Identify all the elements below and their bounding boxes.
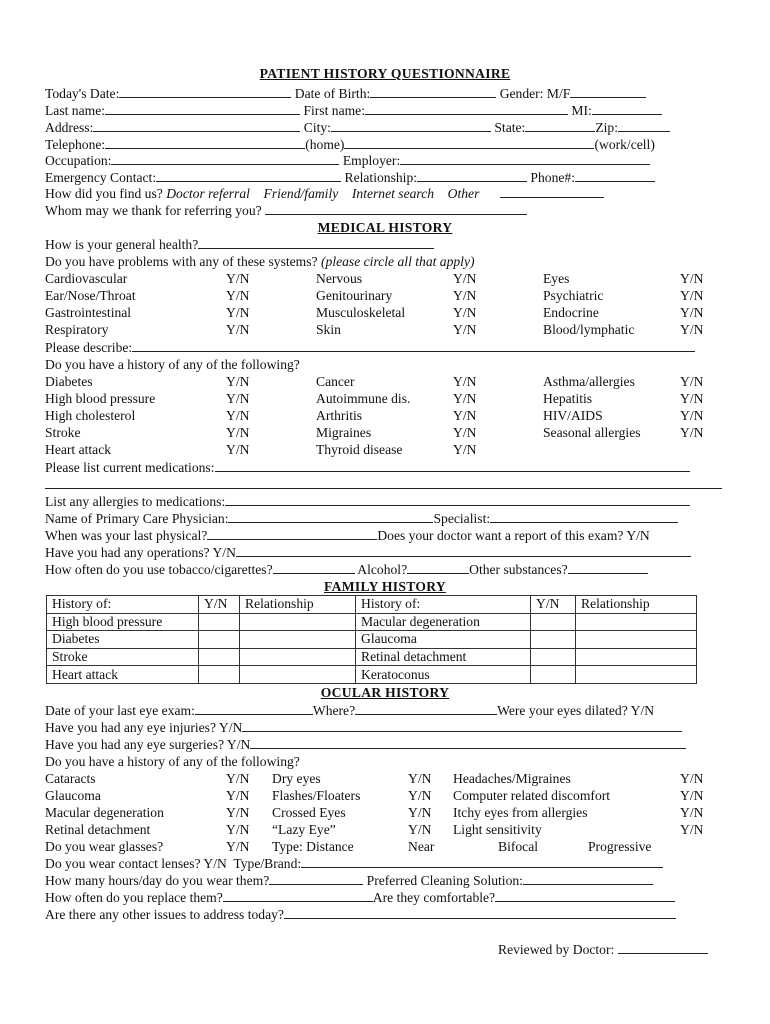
label: Preferred Cleaning Solution:: [366, 873, 523, 888]
system-row: [45, 287, 725, 304]
yn-option[interactable]: Y/N: [680, 425, 704, 441]
yn-option[interactable]: Y/N: [680, 822, 704, 838]
operations-field[interactable]: [236, 544, 691, 557]
condition-label: Headaches/Migraines: [453, 771, 571, 786]
condition-label: Cataracts: [45, 771, 96, 786]
table-row: [47, 666, 697, 684]
yn-option[interactable]: Y/N: [680, 305, 704, 321]
row-reviewed: [498, 941, 708, 958]
option-progressive[interactable]: Progressive: [588, 839, 652, 854]
label: Occupation:: [45, 153, 112, 168]
label: Are they comfortable?: [372, 890, 496, 905]
label: Employer:: [342, 153, 401, 168]
emergency-contact-field[interactable]: [156, 169, 341, 182]
label: Whom may we thank for referring you?: [45, 203, 262, 218]
history-of-cell: Stroke: [47, 648, 199, 666]
label: Do you wear contact lenses? Y/N: [45, 856, 227, 871]
entry-cell[interactable]: [199, 631, 240, 649]
condition-label: Thyroid disease: [316, 442, 403, 458]
row-hours: [45, 872, 653, 889]
condition-label: Light sensitivity: [453, 822, 542, 838]
condition-label: Dry eyes: [272, 771, 321, 786]
condition-label: Gastrointestinal: [45, 305, 132, 321]
condition-label: Endocrine: [543, 305, 599, 321]
label: How often do you use tobacco/cigarettes?: [45, 562, 273, 577]
medications-field[interactable]: [215, 459, 690, 472]
entry-cell[interactable]: [240, 631, 356, 649]
label: How is your general health?: [45, 237, 199, 252]
condition-row: [45, 373, 725, 390]
entry-cell[interactable]: [240, 666, 356, 684]
general-health-field[interactable]: [198, 236, 434, 249]
zip-field[interactable]: [618, 119, 670, 132]
where-field[interactable]: [355, 702, 497, 715]
yn-option[interactable]: Y/N: [408, 771, 432, 786]
label: Please list current medications:: [45, 460, 215, 475]
header-cell: Relationship: [576, 596, 697, 614]
condition-label: HIV/AIDS: [543, 408, 603, 424]
yn-option[interactable]: Y/N: [226, 839, 250, 854]
pcp-field[interactable]: [228, 510, 433, 523]
state-field[interactable]: [525, 119, 595, 132]
other-issues-field[interactable]: [284, 906, 676, 919]
condition-label: Arthritis: [316, 408, 363, 424]
family-history-table: [46, 595, 697, 684]
label: Last name:: [45, 103, 106, 118]
relationship-field[interactable]: [417, 169, 527, 182]
label: Relationship:: [344, 170, 418, 185]
label: Does your doctor want a report of this exam? Y/N: [377, 528, 650, 543]
address-field[interactable]: [93, 119, 300, 132]
home-phone-field[interactable]: [105, 136, 305, 149]
option-internet-search[interactable]: Internet search: [351, 186, 435, 201]
other-field[interactable]: [500, 185, 604, 198]
todays-date-field[interactable]: [119, 85, 291, 98]
yn-option[interactable]: Y/N: [680, 788, 704, 804]
label: (work/cell): [594, 137, 655, 152]
entry-cell[interactable]: [576, 613, 697, 631]
last-exam-field[interactable]: [195, 702, 313, 715]
yn-option[interactable]: Y/N: [226, 391, 250, 407]
yn-option[interactable]: Y/N: [680, 271, 704, 286]
yn-option[interactable]: Y/N: [453, 271, 477, 286]
condition-label: Migraines: [316, 425, 372, 441]
yn-option[interactable]: Y/N: [453, 288, 477, 304]
condition-row: [45, 441, 725, 458]
yn-option[interactable]: Y/N: [453, 425, 477, 441]
history-of-cell: Retinal detachment: [356, 648, 531, 666]
label: Are there any other issues to address today?: [45, 907, 284, 922]
row-medications-2: [45, 476, 722, 493]
condition-label: Hepatitis: [543, 391, 593, 407]
condition-label: Nervous: [316, 271, 363, 286]
row-telephone: [45, 136, 655, 153]
yn-option[interactable]: Y/N: [680, 771, 704, 786]
row-occupation: [45, 152, 650, 169]
label: Date of Birth:: [294, 86, 371, 101]
yn-option[interactable]: Y/N: [226, 771, 250, 786]
condition-label: Crossed Eyes: [272, 805, 346, 821]
medications-field-2[interactable]: [45, 476, 722, 489]
surgeries-field[interactable]: [250, 736, 686, 749]
entry-cell[interactable]: [531, 666, 576, 684]
specialist-field[interactable]: [490, 510, 678, 523]
row-ocular-history-q: [45, 753, 300, 770]
entry-cell[interactable]: [576, 648, 697, 666]
mi-field[interactable]: [592, 102, 662, 115]
entry-cell[interactable]: [199, 613, 240, 631]
note: (please circle all that apply): [321, 254, 475, 269]
label: Other substances?: [469, 562, 568, 577]
row-contacts: [45, 855, 663, 872]
yn-option[interactable]: Y/N: [226, 425, 250, 441]
yn-option[interactable]: Y/N: [453, 374, 477, 389]
replace-field[interactable]: [223, 889, 373, 902]
label: Were your eyes dilated? Y/N: [497, 703, 655, 718]
row-allergies: [45, 493, 690, 510]
row-medications: [45, 459, 690, 476]
condition-label: High blood pressure: [45, 391, 156, 407]
row-address: [45, 119, 670, 136]
option-bifocal[interactable]: Bifocal: [498, 839, 539, 854]
system-row: [45, 321, 725, 338]
entry-cell[interactable]: [199, 666, 240, 684]
reviewed-field[interactable]: [618, 941, 708, 954]
comfortable-field[interactable]: [495, 889, 675, 902]
row-physical: [45, 527, 650, 544]
option-other[interactable]: Other: [447, 186, 480, 201]
entry-cell[interactable]: [531, 648, 576, 666]
label: Reviewed by Doctor:: [498, 942, 615, 957]
condition-label: Eyes: [543, 271, 570, 286]
label: How many hours/day do you wear them?: [45, 873, 270, 888]
condition-label: Glaucoma: [45, 788, 101, 804]
condition-label: Musculoskeletal: [316, 305, 406, 321]
hours-field[interactable]: [269, 872, 363, 885]
condition-label: Heart attack: [45, 442, 112, 458]
yn-option[interactable]: Y/N: [453, 322, 477, 338]
yn-option[interactable]: Y/N: [453, 391, 477, 407]
row-replace: [45, 889, 675, 906]
yn-option[interactable]: Y/N: [453, 305, 477, 321]
row-operations: [45, 544, 691, 561]
condition-label: Retinal detachment: [45, 822, 151, 838]
yn-option[interactable]: Y/N: [680, 805, 704, 821]
label: Zip:: [595, 120, 618, 135]
form-title: PATIENT HISTORY QUESTIONNAIRE: [259, 66, 511, 81]
label: City:: [303, 120, 331, 135]
option-doctor-referral[interactable]: Doctor referral: [166, 186, 250, 201]
yn-option[interactable]: Y/N: [226, 305, 250, 321]
ocular-condition-row: [45, 804, 725, 821]
label: First name:: [303, 103, 365, 118]
yn-option[interactable]: Y/N: [680, 374, 704, 389]
yn-option[interactable]: Y/N: [226, 408, 250, 424]
history-of-cell: Keratoconus: [356, 666, 531, 684]
label: Have you had any operations? Y/N: [45, 545, 236, 560]
condition-label: Skin: [316, 322, 341, 338]
yn-option[interactable]: Y/N: [226, 288, 250, 304]
condition-label: Seasonal allergies: [543, 425, 641, 441]
label: Today's Date:: [45, 86, 120, 101]
city-field[interactable]: [331, 119, 491, 132]
first-name-field[interactable]: [365, 102, 568, 115]
row-systems-q: [45, 253, 475, 270]
yn-option[interactable]: Y/N: [680, 322, 704, 338]
other-substances-field[interactable]: [568, 561, 648, 574]
label: (home): [305, 137, 345, 152]
label: Have you had any eye injuries? Y/N: [45, 720, 243, 735]
option-distance[interactable]: Type: Distance: [272, 839, 354, 854]
row-tobacco: [45, 561, 648, 578]
row-find-us: [45, 185, 604, 202]
label: Address:: [45, 120, 94, 135]
referring-field[interactable]: [265, 202, 527, 215]
injuries-field[interactable]: [242, 719, 682, 732]
row-last-exam: [45, 702, 654, 719]
row-glasses: [45, 838, 725, 855]
label: Emergency Contact:: [45, 170, 157, 185]
yn-option[interactable]: Y/N: [226, 788, 250, 804]
row-history-q: [45, 356, 300, 373]
header-cell: Relationship: [240, 596, 356, 614]
yn-option[interactable]: Y/N: [226, 271, 250, 286]
label: How did you find us?: [45, 186, 163, 201]
table-row: [47, 648, 697, 666]
row-describe: [45, 339, 695, 356]
condition-label: Computer related discomfort: [453, 788, 611, 804]
label: Do you have a history of any of the following?: [45, 357, 300, 372]
header-cell: Y/N: [531, 596, 576, 614]
yn-option[interactable]: Y/N: [226, 374, 250, 389]
history-of-cell: Heart attack: [47, 666, 199, 684]
label: Do you have problems with any of these systems?: [45, 254, 318, 269]
condition-label: High cholesterol: [45, 408, 136, 424]
condition-label: Autoimmune dis.: [316, 391, 411, 407]
table-row: [47, 631, 697, 649]
dob-field[interactable]: [370, 85, 496, 98]
row-name: [45, 102, 662, 119]
condition-row: [45, 390, 725, 407]
row-injuries: [45, 719, 682, 736]
row-pcp: [45, 510, 678, 527]
emergency-phone-field[interactable]: [575, 169, 655, 182]
condition-label: Diabetes: [45, 374, 93, 389]
history-of-cell: Macular degeneration: [356, 613, 531, 631]
system-row: [45, 304, 725, 321]
yn-option[interactable]: Y/N: [680, 391, 704, 407]
header-cell: Y/N: [199, 596, 240, 614]
yn-option[interactable]: Y/N: [680, 408, 704, 424]
entry-cell[interactable]: [576, 666, 697, 684]
label: Name of Primary Care Physician:: [45, 511, 229, 526]
work-phone-field[interactable]: [344, 136, 594, 149]
history-of-cell: Diabetes: [47, 631, 199, 649]
condition-label: Asthma/allergies: [543, 374, 635, 389]
condition-label: Flashes/Floaters: [272, 788, 361, 804]
solution-field[interactable]: [523, 872, 653, 885]
label: Where?: [312, 703, 356, 718]
alcohol-field[interactable]: [407, 561, 469, 574]
yn-option[interactable]: Y/N: [453, 442, 477, 458]
medical-heading: MEDICAL HISTORY: [317, 220, 453, 235]
label: Gender: M/F: [499, 86, 571, 101]
label: Specialist:: [433, 511, 491, 526]
condition-row: [45, 407, 725, 424]
label: Alcohol?: [357, 562, 408, 577]
option-friend-family[interactable]: Friend/family: [263, 186, 339, 201]
family-heading: FAMILY HISTORY: [324, 579, 446, 594]
ocular-condition-row: [45, 821, 725, 838]
label: Telephone:: [45, 137, 106, 152]
label: How often do you replace them?: [45, 890, 223, 905]
label: State:: [494, 120, 526, 135]
row-dates: [45, 85, 646, 102]
last-name-field[interactable]: [105, 102, 300, 115]
condition-label: Macular degeneration: [45, 805, 164, 821]
entry-cell[interactable]: [531, 613, 576, 631]
condition-label: Stroke: [45, 425, 81, 441]
condition-label: Ear/Nose/Throat: [45, 288, 136, 304]
yn-option[interactable]: Y/N: [226, 322, 250, 338]
label: When was your last physical?: [45, 528, 208, 543]
row-surgeries: [45, 736, 686, 753]
ocular-condition-row: [45, 770, 725, 787]
row-general-health: [45, 236, 434, 253]
history-of-cell: Glaucoma: [356, 631, 531, 649]
entry-cell[interactable]: [240, 648, 356, 666]
header-cell: History of:: [47, 596, 199, 614]
gender-field[interactable]: [570, 85, 646, 98]
yn-option[interactable]: Y/N: [680, 288, 704, 304]
condition-label: “Lazy Eye”: [272, 822, 336, 838]
table-row: [47, 613, 697, 631]
last-physical-field[interactable]: [207, 527, 377, 540]
describe-field[interactable]: [132, 339, 695, 352]
row-emergency: [45, 169, 655, 186]
ocular-heading: OCULAR HISTORY: [320, 685, 450, 700]
label: Date of your last eye exam:: [45, 703, 195, 718]
label: Do you wear glasses?: [45, 839, 164, 854]
label: Do you have a history of any of the following?: [45, 754, 300, 769]
table-header-row: [47, 596, 697, 614]
entry-cell[interactable]: [199, 648, 240, 666]
option-near[interactable]: Near: [408, 839, 435, 854]
condition-label: Blood/lymphatic: [543, 322, 635, 338]
ocular-condition-row: [45, 787, 725, 804]
entry-cell[interactable]: [531, 631, 576, 649]
occupation-field[interactable]: [111, 152, 339, 165]
allergies-field[interactable]: [225, 493, 690, 506]
label: Phone#:: [530, 170, 575, 185]
yn-option[interactable]: Y/N: [226, 822, 250, 838]
brand-field[interactable]: [301, 855, 663, 868]
yn-option[interactable]: Y/N: [226, 805, 250, 821]
entry-cell[interactable]: [240, 613, 356, 631]
condition-label: Genitourinary: [316, 288, 393, 304]
yn-option[interactable]: Y/N: [226, 442, 250, 458]
label: Have you had any eye surgeries? Y/N: [45, 737, 251, 752]
label: Type/Brand:: [233, 856, 302, 871]
condition-label: Cancer: [316, 374, 355, 389]
condition-label: Itchy eyes from allergies: [453, 805, 588, 821]
label: MI:: [571, 103, 592, 118]
tobacco-field[interactable]: [273, 561, 355, 574]
entry-cell[interactable]: [576, 631, 697, 649]
row-referring: [45, 202, 527, 219]
header-cell: History of:: [356, 596, 531, 614]
condition-label: Psychiatric: [543, 288, 604, 304]
condition-label: Respiratory: [45, 322, 109, 338]
label: List any allergies to medications:: [45, 494, 226, 509]
yn-option[interactable]: Y/N: [408, 822, 432, 838]
label: Please describe:: [45, 340, 133, 355]
yn-option[interactable]: Y/N: [408, 805, 432, 821]
yn-option[interactable]: Y/N: [453, 408, 477, 424]
row-other-issues: [45, 906, 676, 923]
employer-field[interactable]: [400, 152, 650, 165]
system-row: [45, 270, 725, 287]
condition-row: [45, 424, 725, 441]
condition-label: Cardiovascular: [45, 271, 128, 286]
yn-option[interactable]: Y/N: [408, 788, 432, 804]
history-of-cell: High blood pressure: [47, 613, 199, 631]
